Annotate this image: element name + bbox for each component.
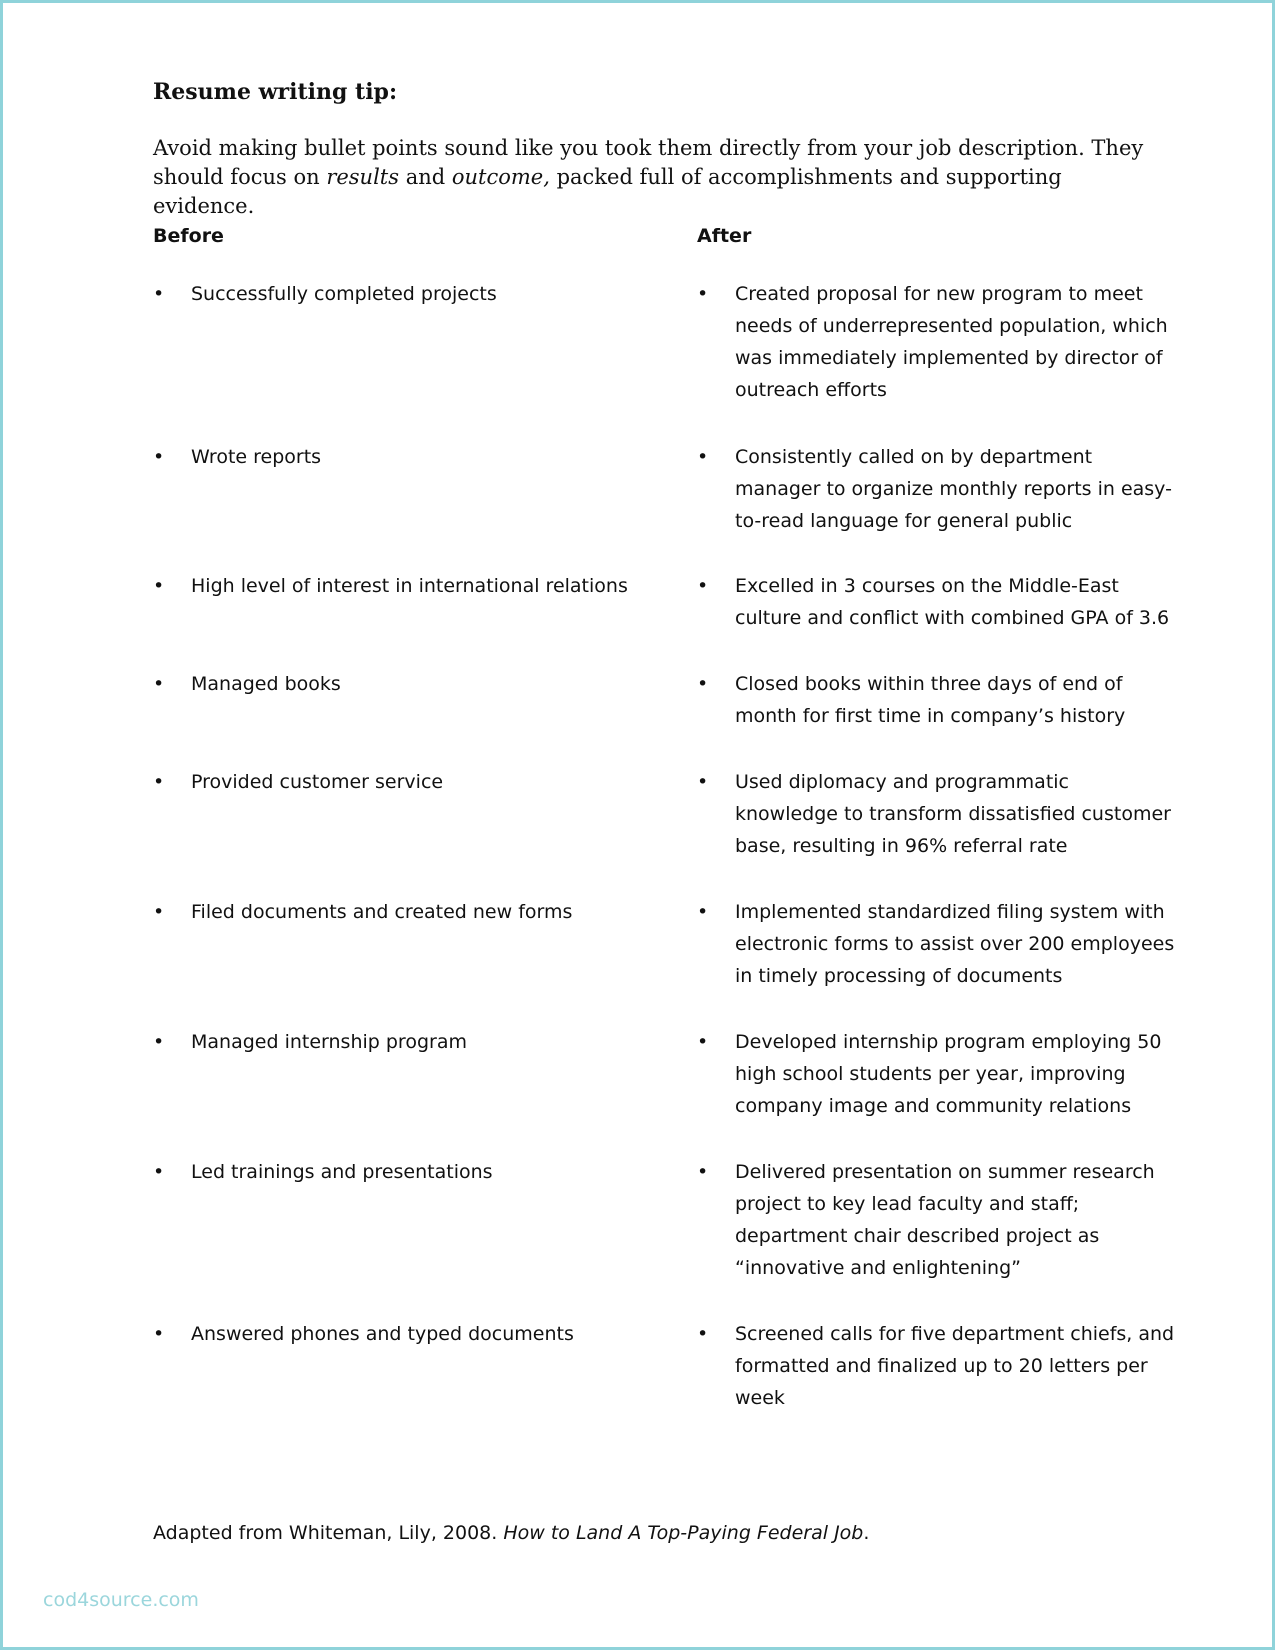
after-item-text: Delivered presentation on summer research project to key lead faculty and staff; department chair described project as “innovative and enlightening”: [735, 1161, 1155, 1279]
after-item: [697, 441, 1175, 537]
after-item: [697, 1026, 1175, 1122]
before-item-text: Managed books: [191, 673, 341, 695]
bullet-icon: •: [153, 1323, 165, 1345]
after-item-text: Developed internship program employing 50 high school students per year, improving company image and community relations: [735, 1031, 1162, 1117]
bullet-icon: •: [697, 673, 709, 695]
after-column-header: After: [697, 225, 752, 247]
before-item: [153, 1156, 651, 1188]
citation-suffix: .: [863, 1522, 870, 1544]
before-item: [153, 1318, 651, 1350]
intro-text-3: packed full of accomplishments and supporting evidence.: [153, 165, 1062, 218]
bullet-icon: •: [153, 1031, 165, 1053]
bullet-icon: •: [697, 575, 709, 597]
after-item-text: Used diplomacy and programmatic knowledge to transform dissatisfied customer base, resulting in 96% referral rate: [735, 771, 1171, 857]
before-item-text: Wrote reports: [191, 446, 322, 468]
before-column-header: Before: [153, 225, 224, 247]
after-item: [697, 668, 1175, 732]
before-item: [153, 766, 651, 798]
before-item-text: Managed internship program: [191, 1031, 467, 1053]
before-item: [153, 896, 651, 928]
before-item: [153, 668, 651, 700]
bullet-icon: •: [697, 901, 709, 923]
before-item-text: Answered phones and typed documents: [191, 1323, 574, 1345]
before-item-text: Provided customer service: [191, 771, 444, 793]
after-item-text: Implemented standardized filing system with electronic forms to assist over 200 employees in timely processing of documents: [735, 901, 1175, 987]
intro-text-1: Avoid making bullet points sound like you took them directly from your job description. They should focus on: [153, 136, 1144, 189]
before-item: [153, 1026, 651, 1058]
after-item-text: Closed books within three days of end of month for first time in company’s history: [735, 673, 1126, 727]
intro-emphasis-results: results: [326, 165, 400, 189]
comparison-list: [3, 3, 1272, 1647]
citation-prefix: Adapted from Whiteman, Lily, 2008.: [153, 1522, 504, 1544]
intro-emphasis-outcome: outcome,: [451, 165, 550, 189]
before-item-text: Filed documents and created new forms: [191, 901, 573, 923]
after-item: [697, 570, 1175, 634]
bullet-icon: •: [697, 1161, 709, 1183]
after-item: [697, 1156, 1175, 1284]
page-heading: Resume writing tip:: [153, 79, 398, 105]
bullet-icon: •: [153, 446, 165, 468]
before-item: [153, 570, 651, 602]
after-item: [697, 1318, 1175, 1414]
bullet-icon: •: [153, 575, 165, 597]
before-item-text: High level of interest in international relations: [191, 575, 628, 597]
after-item-text: Created proposal for new program to meet needs of underrepresented population, which was immediately implemented by director of outreach efforts: [735, 283, 1168, 401]
citation-title: How to Land A Top-Paying Federal Job: [503, 1522, 864, 1544]
after-item: [697, 278, 1175, 406]
bullet-icon: •: [697, 1323, 709, 1345]
before-item-text: Led trainings and presentations: [191, 1161, 493, 1183]
citation: [153, 1522, 869, 1544]
intro-text-2: and: [399, 165, 452, 189]
bullet-icon: •: [153, 901, 165, 923]
bullet-icon: •: [153, 771, 165, 793]
bullet-icon: •: [697, 771, 709, 793]
after-item-text: Screened calls for five department chiefs, and formatted and finalized up to 20 letters per week: [735, 1323, 1175, 1409]
after-item-text: Consistently called on by department manager to organize monthly reports in easy-to-read language for general public: [735, 446, 1172, 532]
bullet-icon: •: [153, 283, 165, 305]
after-item-text: Excelled in 3 courses on the Middle-East culture and conflict with combined GPA of 3.6: [735, 575, 1170, 629]
bullet-icon: •: [697, 446, 709, 468]
bullet-icon: •: [697, 283, 709, 305]
after-item: [697, 896, 1175, 992]
watermark: cod4source.com: [43, 1589, 199, 1611]
before-item: [153, 441, 651, 473]
bullet-icon: •: [697, 1031, 709, 1053]
before-item-text: Successfully completed projects: [191, 283, 497, 305]
before-item: [153, 278, 651, 310]
after-item: [697, 766, 1175, 862]
bullet-icon: •: [153, 673, 165, 695]
bullet-icon: •: [153, 1161, 165, 1183]
